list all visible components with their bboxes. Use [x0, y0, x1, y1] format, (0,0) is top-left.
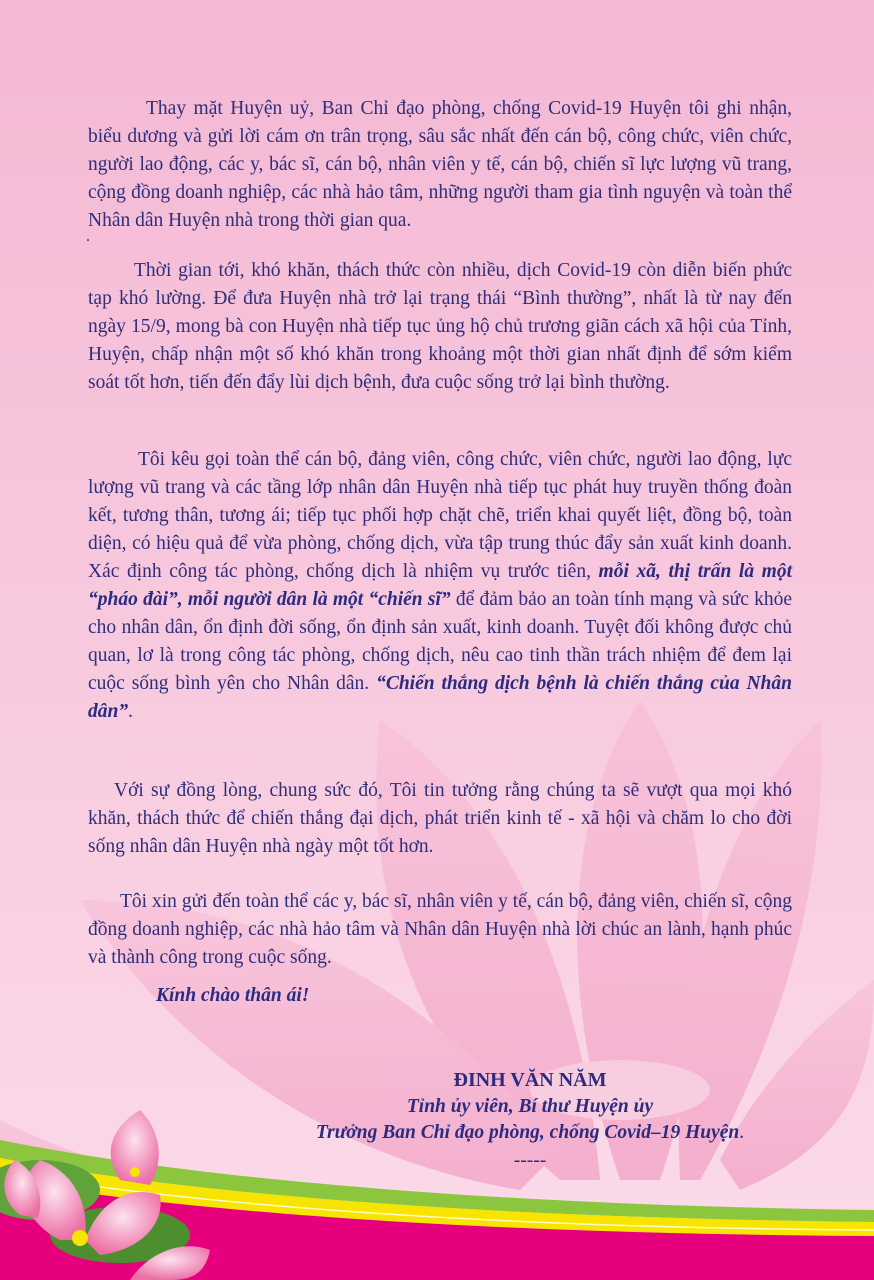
paragraph-confidence-text: Với sự đồng lòng, chung sức đó, Tôi tin tưởng rằng chúng ta sẽ vượt qua mọi khó khăn, thách thức để chiến thắng đại dịch, phát triển kinh tế - xã hội và chăm lo cho đời sống nhân dân Huyện nhà ngày một tốt hơn.	[88, 780, 792, 857]
paragraph-call-text-2: để đảm bảo an toàn tính mạng và sức khỏe cho nhân dân, ổn định đời sống, ổn định sản xuất, kinh doanh. Tuyệt đối không được chủ quan, lơ là trong công tác phòng, chống dịch, nêu cao tinh thần trách nhiệm để đem lại cuộc sống bình yên cho Nhân dân.	[88, 589, 792, 694]
signatory-title-2-line	[230, 1122, 830, 1144]
paragraph-call-to-action	[88, 446, 792, 726]
paragraph-call-text-1: Tôi kêu gọi toàn thể cán bộ, đảng viên, công chức, viên chức, người lao động, lực lượng vũ trang và các tầng lớp nhân dân Huyện nhà tiếp tục phát huy truyền thống đoàn kết, tương thân, tương ái; tiếp tục phối hợp chặt chẽ, triển khai quyết liệt, đồng bộ, toàn diện, có hiệu quả để vừa phòng, chống dịch, vừa tập trung thúc đẩy sản xuất kinh doanh. Xác định công tác phòng, chống dịch là nhiệm vụ trước tiên,	[88, 449, 792, 582]
signatory-title-2-period: .	[739, 1122, 745, 1143]
paragraph-confidence	[88, 777, 792, 861]
signature-separator: -----	[513, 1150, 547, 1171]
paragraph-call-emphasis-1: mỗi xã, thị trấn là một “pháo đài”, mỗi người dân là một “chiến sĩ”	[88, 561, 793, 610]
paragraph-call-text-3: .	[128, 701, 133, 722]
closing-greeting: Kính chào thân ái!	[156, 985, 310, 1006]
paragraph-outlook	[88, 257, 792, 397]
signatory-name: ĐINH VĂN NĂM	[453, 1069, 607, 1091]
paragraph-gratitude	[88, 95, 792, 235]
paragraph-wishes	[88, 888, 792, 972]
stray-dot: .	[86, 228, 90, 245]
signatory-title-2: Trưởng Ban Chỉ đạo phòng, chống Covid–19 Huyện	[315, 1122, 740, 1143]
signatory-title-1: Tỉnh ủy viên, Bí thư Huyện ủy	[406, 1096, 654, 1117]
paragraph-outlook-text: Thời gian tới, khó khăn, thách thức còn nhiều, dịch Covid-19 còn diễn biến phức tạp khó lường. Để đưa Huyện nhà trở lại trạng thái “Bình thường”, nhất là từ nay đến ngày 15/9, mong bà con Huyện nhà tiếp tục ủng hộ chủ trương giãn cách xã hội của Tỉnh, Huyện, chấp nhận một số khó khăn trong khoảng một thời gian nhất định để sớm kiểm soát tốt hơn, tiến đến đẩy lùi dịch bệnh, đưa cuộc sống trở lại bình thường.	[88, 260, 792, 393]
paragraph-wishes-text: Tôi xin gửi đến toàn thể các y, bác sĩ, nhân viên y tế, cán bộ, đảng viên, chiến sĩ, cộng đồng doanh nghiệp, các nhà hảo tâm và Nhân dân Huyện nhà lời chúc an lành, hạnh phúc và thành công trong cuộc sống.	[88, 891, 792, 968]
paragraph-gratitude-text: Thay mặt Huyện uỷ, Ban Chỉ đạo phòng, chống Covid-19 Huyện tôi ghi nhận, biểu dương và gửi lời cám ơn trân trọng, sâu sắc nhất đến cán bộ, công chức, viên chức, người lao động, các y, bác sĩ, cán bộ, nhân viên y tế, cán bộ, chiến sĩ lực lượng vũ trang, cộng đồng doanh nghiệp, các nhà hảo tâm, những người tham gia tình nguyện và toàn thể Nhân dân Huyện nhà trong thời gian qua.	[88, 98, 792, 231]
paragraph-call-emphasis-2: “Chiến thắng dịch bệnh là chiến thắng của Nhân dân”	[88, 673, 792, 722]
